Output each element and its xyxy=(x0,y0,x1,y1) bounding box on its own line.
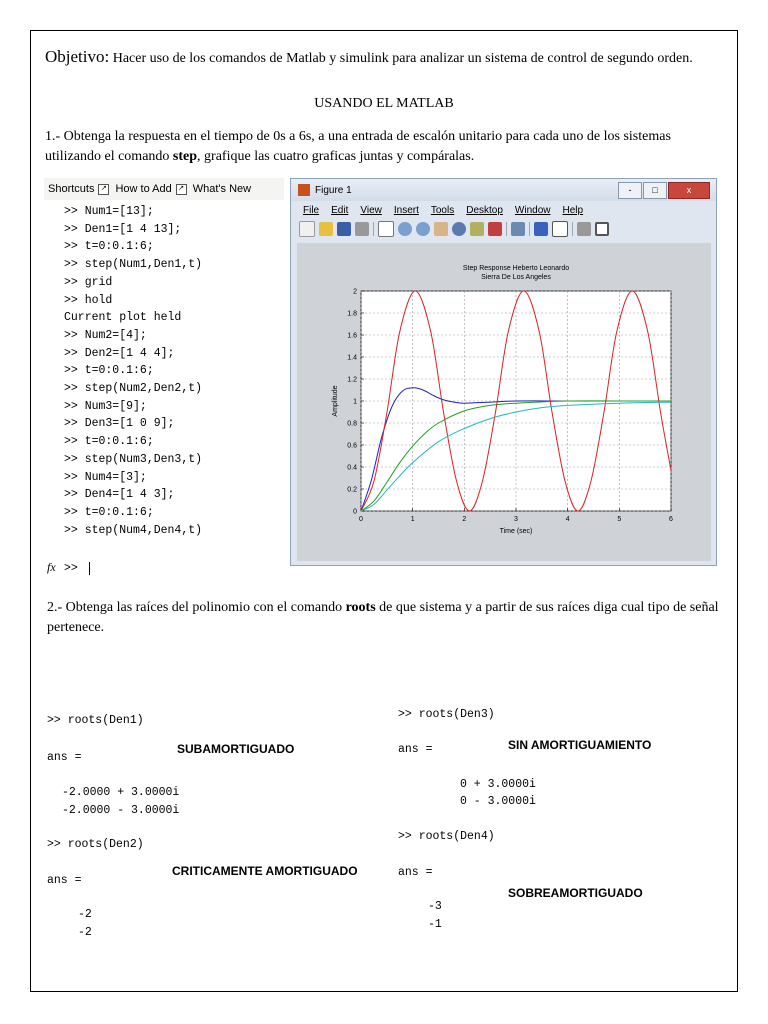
brush-icon[interactable] xyxy=(488,222,502,236)
menu-tools[interactable]: Tools xyxy=(430,204,455,216)
link-icon[interactable] xyxy=(511,222,525,236)
command-line: >> step(Num1,Den1,t) xyxy=(64,258,203,272)
y-tick-label: 1.4 xyxy=(347,354,357,362)
howto-icon: ↗ xyxy=(98,184,109,195)
roots-den1-val1: -2.0000 + 3.0000i xyxy=(62,786,180,799)
hide-tools-icon[interactable] xyxy=(577,222,591,236)
toolbar-separator xyxy=(529,222,530,236)
pan-icon[interactable] xyxy=(434,222,448,236)
fx-icon: fx xyxy=(47,560,56,574)
y-tick-label: 2 xyxy=(353,288,357,296)
y-tick-label: 1.8 xyxy=(347,310,357,318)
menu-help[interactable]: Help xyxy=(562,204,584,216)
command-line: >> Den3=[1 0 9]; xyxy=(64,417,175,431)
command-line: >> Num4=[3]; xyxy=(64,470,147,484)
how-to-add-link[interactable]: How to Add xyxy=(115,183,172,195)
command-line: >> Den1=[1 4 13]; xyxy=(64,222,182,236)
roots-den2-val2: -2 xyxy=(78,926,92,939)
toolbar-separator xyxy=(572,222,573,236)
y-tick-label: 1 xyxy=(353,398,357,406)
command-line: >> t=0:0.1:6; xyxy=(64,505,154,519)
section-title: USANDO EL MATLAB xyxy=(314,96,454,111)
x-tick-label: 3 xyxy=(514,516,518,523)
matlab-command-window xyxy=(44,178,284,575)
chart-title: Step Response Heberto Leonardo xyxy=(462,265,570,272)
objective-text: Hacer uso de los comandos de Matlab y simulink para analizar un sistema de control de segundo orden. xyxy=(112,51,693,66)
question-2 xyxy=(47,598,727,638)
command-line: >> step(Num2,Den2,t) xyxy=(64,382,203,395)
roots-den1-ans: ans = xyxy=(47,751,82,764)
colorbar-icon[interactable] xyxy=(534,222,548,236)
objective-paragraph xyxy=(45,47,725,69)
x-tick-label: 5 xyxy=(617,516,622,523)
step-response-chart xyxy=(297,243,711,561)
command-line: >> Num2=[4]; xyxy=(64,328,147,342)
y-tick-label: 0.8 xyxy=(347,420,357,428)
maximize-button[interactable]: □ xyxy=(643,182,667,199)
roots-den1-cmd: >> roots(Den1) xyxy=(47,714,144,727)
roots-den4-val1: -3 xyxy=(428,900,442,913)
x-axis-label: Time (sec) xyxy=(499,528,533,535)
plot-area xyxy=(297,243,711,561)
command-line: >> step(Num4,Den4,t) xyxy=(64,523,203,537)
whatsnew-icon: ↗ xyxy=(176,184,187,195)
command-line: >> t=0:0.1:6; xyxy=(64,364,154,378)
command-line: >> Den2=[1 4 4]; xyxy=(64,346,175,360)
question-1-cmd: step xyxy=(172,149,198,164)
question-2-cmd: roots xyxy=(345,600,376,615)
menu-desktop[interactable]: Desktop xyxy=(466,204,503,216)
legend-icon[interactable] xyxy=(552,221,568,237)
zoom-in-icon[interactable] xyxy=(398,222,412,236)
roots-den3-label: SIN AMORTIGUAMIENTO xyxy=(508,738,652,752)
roots-den4-cmd: >> roots(Den4) xyxy=(398,830,495,843)
y-tick-label: 1.6 xyxy=(347,332,357,340)
command-prompt[interactable]: >> xyxy=(64,562,78,575)
x-tick-label: 0 xyxy=(359,516,363,523)
command-line: >> Num1=[13]; xyxy=(64,205,154,218)
menu-window[interactable]: Window xyxy=(514,204,551,216)
text-cursor xyxy=(89,562,90,575)
show-tools-icon[interactable] xyxy=(595,222,609,236)
question-2-pre: 2.- Obtenga las raíces del polinomio con el comando xyxy=(47,600,346,615)
question-1-post: , grafique las cuatro graficas juntas y compáralas. xyxy=(197,149,475,164)
chart-subtitle: Sierra De Los Angeles xyxy=(481,274,551,281)
roots-den1-val2: -2.0000 - 3.0000i xyxy=(62,804,180,817)
figure-title: Figure 1 xyxy=(315,184,352,196)
toolbar-separator xyxy=(506,222,507,236)
datacursor-icon[interactable] xyxy=(470,222,484,236)
y-tick-label: 0.4 xyxy=(347,464,357,472)
figure-toolbar xyxy=(295,219,710,239)
x-tick-label: 2 xyxy=(462,516,467,523)
menu-file[interactable]: File xyxy=(303,204,320,216)
command-line: >> t=0:0.1:6; xyxy=(64,435,154,449)
command-line: >> Num3=[9]; xyxy=(64,399,147,413)
roots-den4-val2: -1 xyxy=(428,918,442,931)
figure-window xyxy=(290,178,717,566)
pointer-icon[interactable] xyxy=(378,221,394,237)
y-axis-label: Amplitude xyxy=(332,385,339,417)
whats-new-link[interactable]: What's New xyxy=(192,183,252,195)
menu-edit[interactable]: Edit xyxy=(331,204,349,216)
shortcuts-link[interactable]: Shortcuts xyxy=(48,183,95,195)
y-tick-label: 0.2 xyxy=(347,486,357,494)
save-icon[interactable] xyxy=(337,222,351,236)
roots-den4-ans: ans = xyxy=(398,866,433,879)
zoom-out-icon[interactable] xyxy=(416,222,430,236)
menu-view[interactable]: View xyxy=(360,204,382,216)
roots-den2-ans: ans = xyxy=(47,874,82,887)
command-line: >> t=0:0.1:6; xyxy=(64,240,154,254)
roots-den2-cmd: >> roots(Den2) xyxy=(47,838,144,851)
open-folder-icon[interactable] xyxy=(319,222,333,236)
command-line: >> Den4=[1 4 3]; xyxy=(64,488,175,502)
shortcuts-bar xyxy=(44,178,284,200)
roots-den3-val1: 0 + 3.0000i xyxy=(460,778,536,791)
x-tick-label: 6 xyxy=(669,516,673,523)
matlab-logo-icon xyxy=(298,184,310,196)
menu-insert[interactable]: Insert xyxy=(393,204,419,216)
rotate-icon[interactable] xyxy=(452,222,466,236)
command-area[interactable] xyxy=(44,200,284,575)
new-figure-icon[interactable] xyxy=(299,221,315,237)
roots-den1-label: SUBAMORTIGUADO xyxy=(177,742,295,756)
roots-den3-cmd: >> roots(Den3) xyxy=(398,708,495,721)
objective-lead: Objetivo: xyxy=(45,47,110,66)
figure-menubar xyxy=(291,201,716,219)
roots-den3-val2: 0 - 3.0000i xyxy=(460,795,536,808)
roots-den4-label: SOBREAMORTIGUADO xyxy=(508,886,643,900)
x-tick-label: 4 xyxy=(565,516,570,523)
command-line: >> grid xyxy=(64,275,113,289)
question-1 xyxy=(45,127,730,167)
toolbar-separator xyxy=(373,222,374,236)
question-1-pre: 1.- Obtenga la respuesta en el tiempo de 0s a 6s, a una entrada de escalón unitario para cada uno de los sistemas utilizando el comando xyxy=(45,129,671,164)
command-line: Current plot held xyxy=(64,311,182,325)
figure-titlebar xyxy=(291,179,716,201)
y-tick-label: 0.6 xyxy=(347,442,357,450)
roots-den2-val1: -2 xyxy=(78,908,92,921)
y-tick-label: 1.2 xyxy=(347,376,357,384)
close-button[interactable]: x xyxy=(668,182,710,199)
minimize-button[interactable]: - xyxy=(618,182,642,199)
roots-den2-label: CRITICAMENTE AMORTIGUADO xyxy=(172,864,358,878)
question-2-post: de que sistema y a partir de sus raíces diga cual tipo de señal pertenece. xyxy=(47,600,719,635)
x-tick-label: 1 xyxy=(410,516,415,523)
command-line: >> step(Num3,Den3,t) xyxy=(64,452,203,466)
print-icon[interactable] xyxy=(355,222,369,236)
roots-den3-ans: ans = xyxy=(398,743,433,756)
y-tick-label: 0 xyxy=(353,508,357,516)
command-line: >> hold xyxy=(64,293,113,307)
